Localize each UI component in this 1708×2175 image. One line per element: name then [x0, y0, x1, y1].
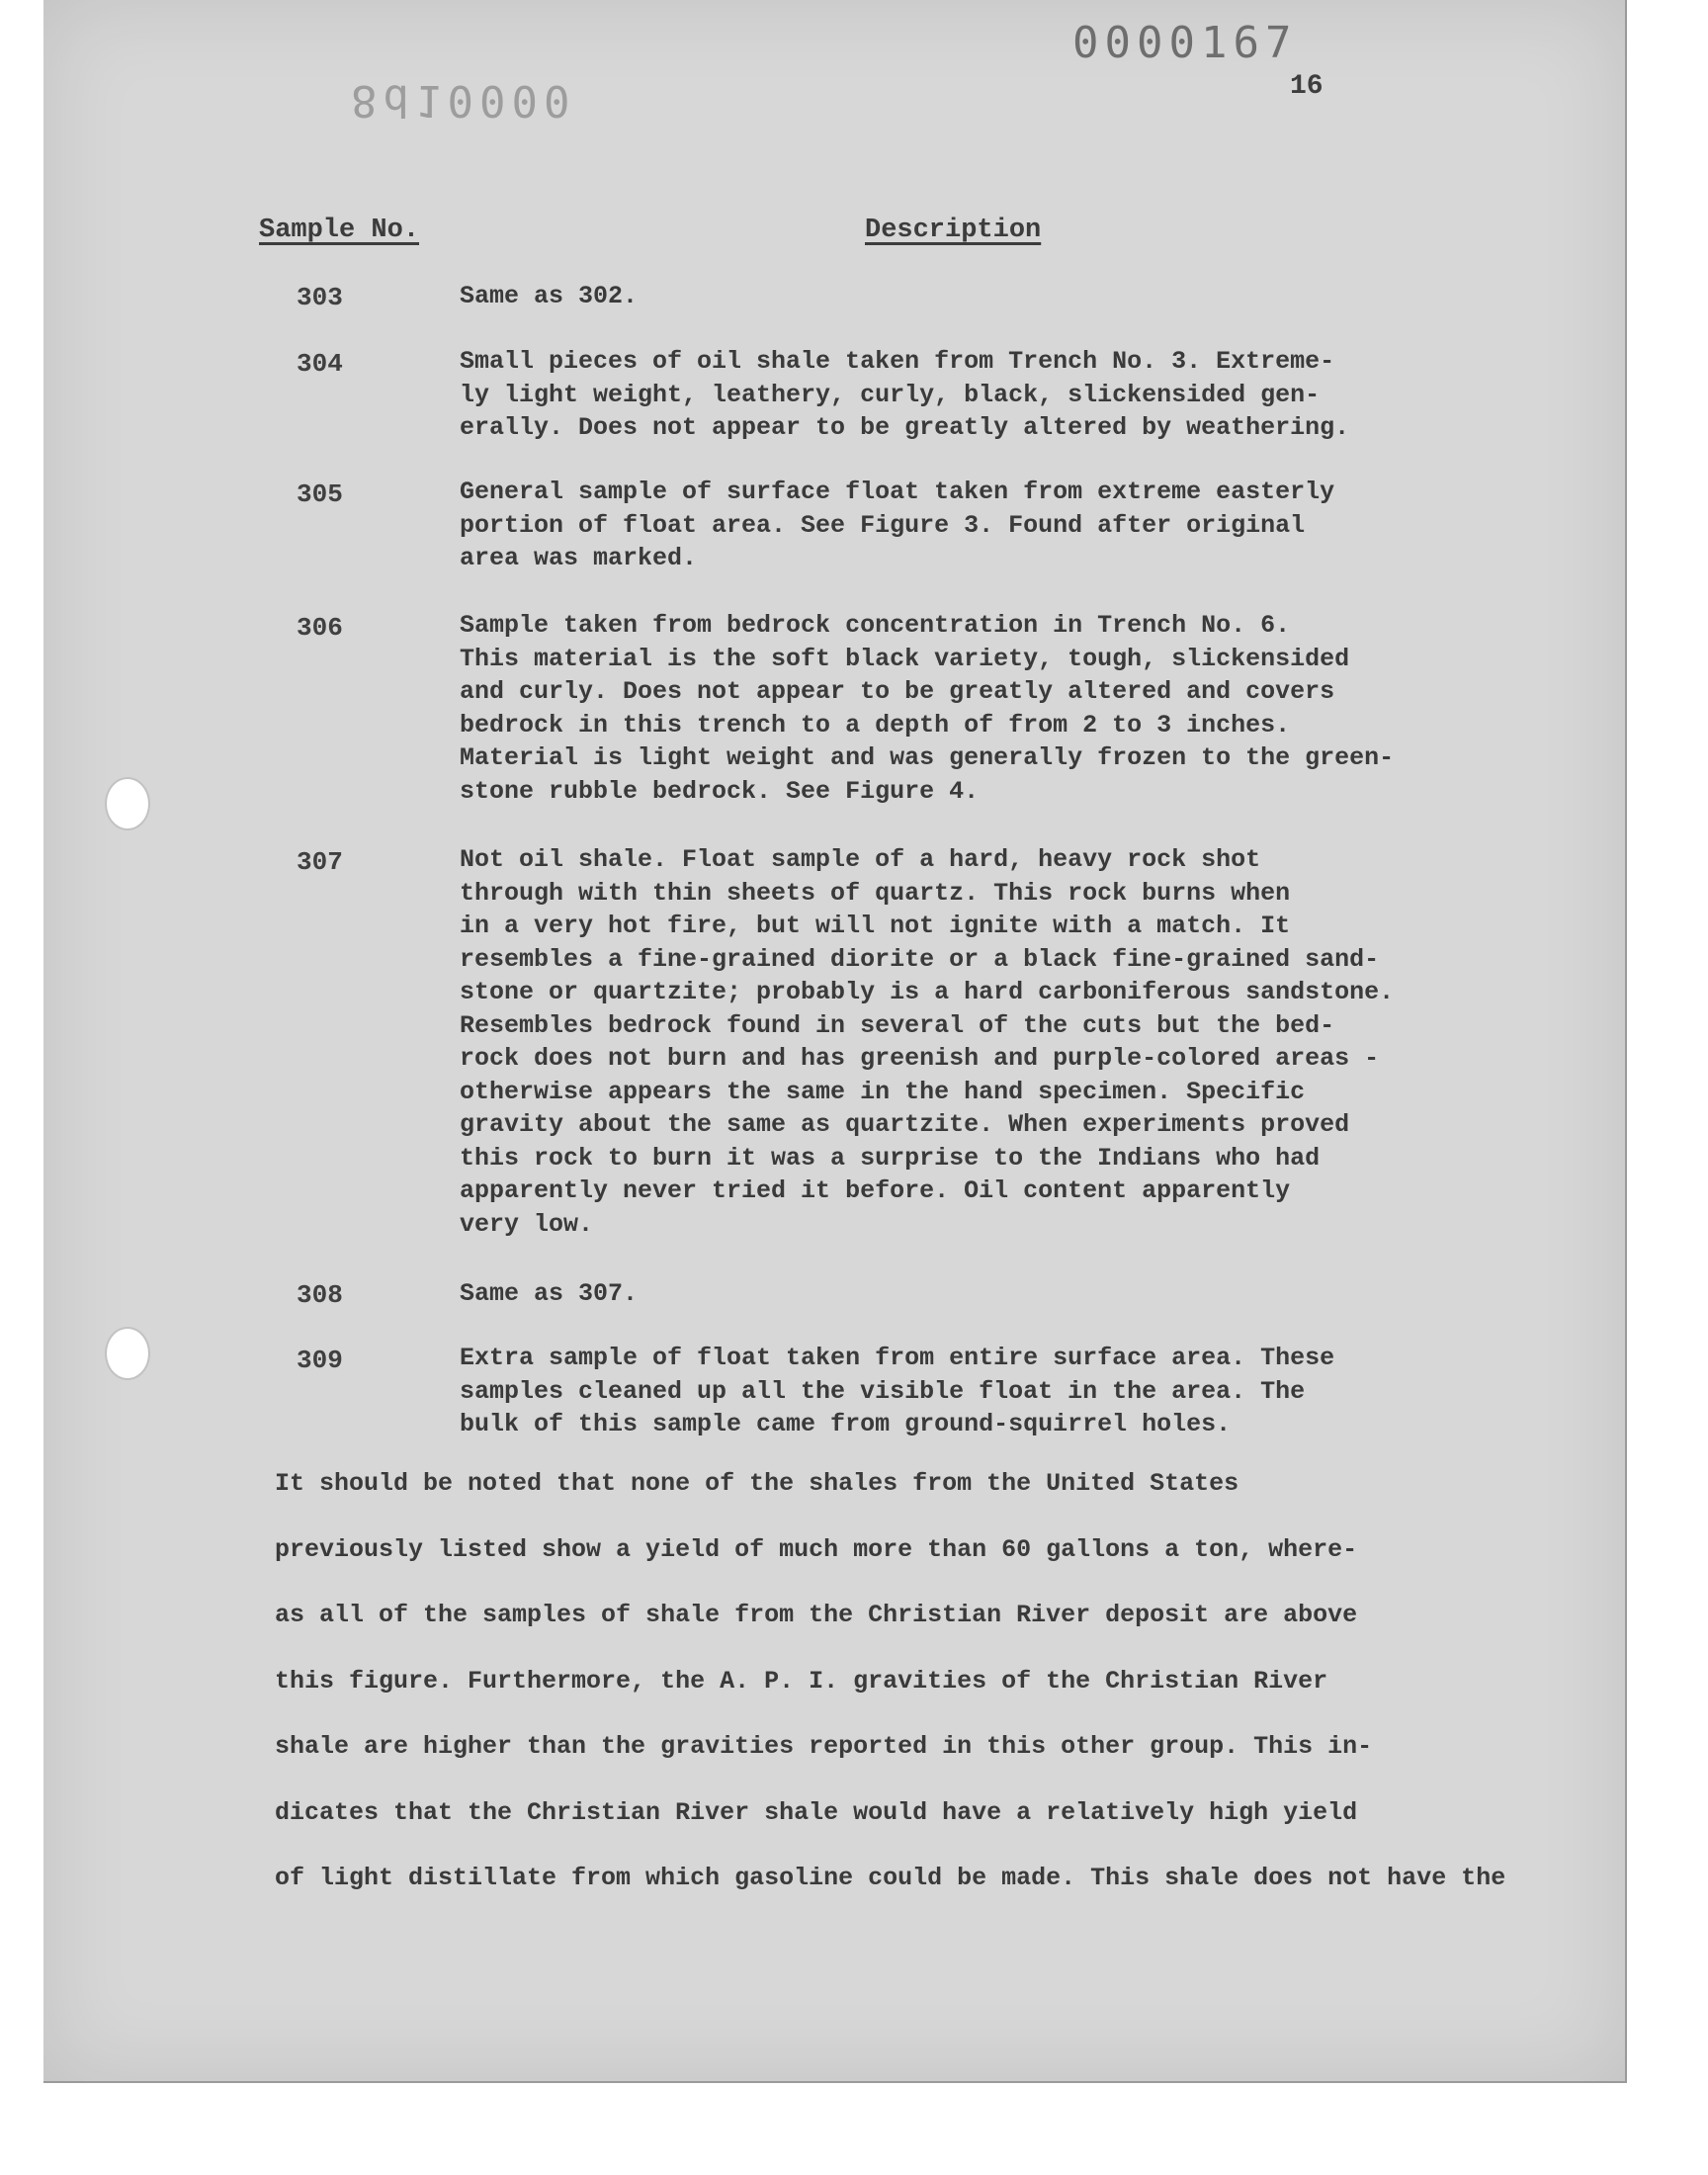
sample-number-307: 307 [297, 847, 343, 877]
sample-number-308: 308 [297, 1280, 343, 1310]
binder-hole-bottom [105, 1327, 150, 1380]
sample-description-305: General sample of surface float taken from extreme easterly portion of float area. See Figure 3. Found after original area was marked. [460, 478, 1335, 572]
closing-paragraph: It should be noted that none of the shales from the United States previously listed show a yield of much more than 60 gallons a ton, where- as all of the samples of shale from the Christian River deposit are above this figure. Furthermore, the A. P. I. gravities of the Christian River shale are higher than the gravities reported in this other group. This in- dicates that the Christian River shale would have a relatively high yield of light distillate from which gasoline could be made. This shale does not have the [275, 1469, 1506, 1892]
sample-description-303: Same as 302. [460, 282, 639, 310]
sample-number-309: 309 [297, 1346, 343, 1375]
page-number: 16 [1290, 71, 1324, 102]
sample-description-304: Small pieces of oil shale taken from Trench No. 3. Extreme- ly light weight, leathery, curly, black, slickensided gen- erally. Does not appear to be greatly altered by weathering. [460, 347, 1350, 442]
sample-number-306: 306 [297, 613, 343, 643]
sample-description-309: Extra sample of float taken from entire surface area. These samples cleaned up all the visible float in the area. The bulk of this sample came from ground-squirrel holes. [460, 1344, 1335, 1438]
sample-description-307: Not oil shale. Float sample of a hard, heavy rock shot through with thin sheets of quartz. This rock burns when in a very hot fire, but will not ignite with a match. It resembles a fine-grained diorite or a black fine-grained sand- stone or quartzite; probably is a hard carboniferous sandstone. Resembles bedrock found in several of the cuts but the bed- rock does not burn and has greenish and purple-colored areas - otherwise appears the same in the hand specimen. Specific gravity about the same as quartzite. When experiments proved this rock to burn it was a surprise to the Indians who had apparently never tried it before. Oil content apparently very low. [460, 845, 1395, 1239]
sample-number-303: 303 [297, 283, 343, 312]
faint-bleedthrough-stamp: 8d10000 [351, 75, 576, 126]
sample-number-305: 305 [297, 479, 343, 509]
column-heading-description: Description [865, 216, 1042, 245]
sample-number-304: 304 [297, 349, 343, 379]
column-heading-sample-no: Sample No. [259, 216, 420, 245]
binder-hole-top [105, 777, 150, 830]
document-stamp-number: 0000167 [1072, 18, 1298, 68]
sample-description-306: Sample taken from bedrock concentration in Trench No. 6. This material is the soft black variety, tough, slickensided and curly. Does not appear to be greatly altered and covers bedrock in this trench to a depth of from 2 to 3 inches. Material is light weight and was generally frozen to the green- stone rubble bedrock. See Figure 4. [460, 611, 1395, 806]
sample-description-308: Same as 307. [460, 1279, 639, 1308]
